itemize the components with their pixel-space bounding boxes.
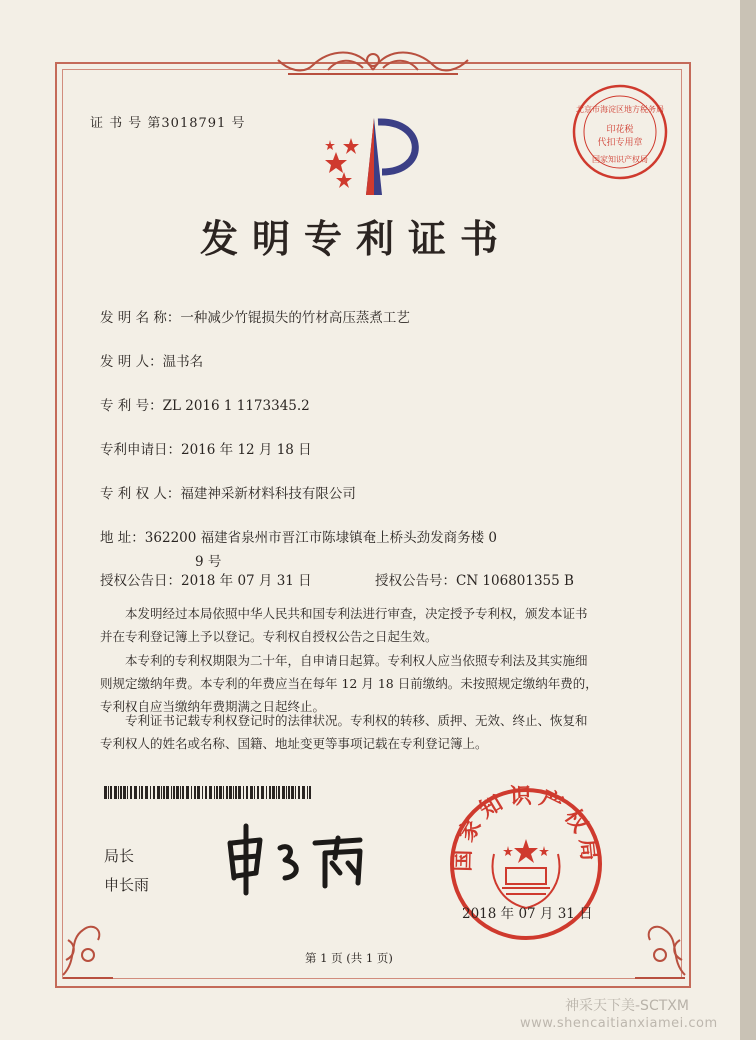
seal-ring-text: 国家知识产权局: [450, 784, 603, 872]
barcode-bar: [202, 786, 203, 799]
watermark-brand: 神采天下美-SCTXM: [565, 998, 689, 1014]
barcode-bar: [223, 786, 224, 799]
barcode-bar: [276, 786, 277, 799]
barcode-bar: [176, 786, 179, 799]
barcode-bar: [108, 786, 109, 799]
paragraph-term: 本专利的专利权期限为二十年，自申请日起算。专利权人应当依照专利法及其实施细 则规定缴纳年费。本专利的年费应当在每年 12 月 18 日前缴纳。未按照规定缴纳年费的， 专利权自应当缴纳年费期满之日起终止。: [100, 653, 598, 714]
barcode-bar: [250, 786, 253, 799]
barcode-bar: [118, 786, 119, 799]
barcode-bar: [272, 786, 275, 799]
barcode-bar: [104, 786, 107, 799]
barcode-bar: [291, 786, 294, 799]
barcode-bar: [235, 786, 237, 799]
barcode-bar: [266, 786, 267, 799]
certificate-number: 证 书 号 第3018791 号: [90, 116, 246, 131]
barcode-bar: [150, 786, 151, 799]
barcode-bar: [130, 786, 132, 799]
barcode-bar: [254, 786, 255, 799]
barcode-bar: [286, 786, 287, 799]
barcode-bar: [145, 786, 148, 799]
field-invention-name: 发 明 名 称：一种减少竹锟损失的竹材高压蒸煮工艺: [100, 310, 410, 326]
barcode-icon: [104, 786, 314, 799]
barcode-bar: [261, 786, 264, 799]
barcode-bar: [134, 786, 137, 799]
barcode-bar: [233, 786, 234, 799]
svg-text:国家知识产权局: [451, 784, 602, 872]
barcode-bar: [182, 786, 184, 799]
barcode-bar: [166, 786, 169, 799]
barcode-bar: [127, 786, 128, 799]
watermark-url: www.shencaitianxiamei.com: [520, 1016, 718, 1031]
field-grant-date: 授权公告日：2018 年 07 月 31 日: [100, 573, 312, 589]
barcode-bar: [257, 786, 259, 799]
barcode-bar: [226, 786, 228, 799]
barcode-bar: [114, 786, 117, 799]
field-patent-number: 专 利 号：ZL 2016 1 1173345.2: [100, 398, 310, 414]
barcode-bar: [180, 786, 181, 799]
field-application-date: 专利申请日：2016 年 12 月 18 日: [100, 442, 312, 458]
barcode-bar: [205, 786, 207, 799]
barcode-bar: [288, 786, 290, 799]
barcode-bar: [246, 786, 248, 799]
top-ornament-icon: [268, 40, 478, 80]
corner-ornament-icon: [58, 900, 118, 980]
barcode-bar: [269, 786, 271, 799]
stamp-bottom-text: 国家知识产权局: [592, 155, 648, 164]
barcode-bar: [307, 786, 308, 799]
barcode-bar: [157, 786, 160, 799]
barcode-bar: [153, 786, 155, 799]
barcode-bar: [219, 786, 222, 799]
certificate-title: 发明专利证书: [200, 217, 513, 261]
stamp-ring-text: 北京市海淀区地方税务局: [576, 105, 664, 114]
barcode-bar: [123, 786, 126, 799]
patent-office-logo-icon: [316, 110, 426, 200]
barcode-bar: [298, 786, 300, 799]
page-number: 第 1 页 (共 1 页): [305, 951, 393, 965]
seal-date: 2018 年 07 月 31 日: [462, 906, 593, 922]
barcode-bar: [238, 786, 241, 799]
address-continued: 9 号: [195, 554, 222, 570]
stamp-line-2: 代扣专用章: [597, 138, 643, 148]
corner-ornament-icon: [630, 900, 690, 980]
barcode-bar: [163, 786, 165, 799]
barcode-bar: [282, 786, 285, 799]
stamp-line-1: 印花税: [606, 125, 634, 135]
paragraph-grant: 本发明经过本局依照中华人民共和国专利法进行审查，决定授予专利权，颁发本证书 并在专利登记簿上予以登记。专利权自授权公告之日起生效。: [100, 606, 588, 644]
field-patentee: 专 利 权 人：福建神采新材料科技有限公司: [100, 486, 356, 502]
field-grant-number: 授权公告号：CN 106801355 B: [375, 573, 574, 589]
handwritten-signature: [220, 818, 390, 898]
barcode-bar: [216, 786, 218, 799]
barcode-bar: [278, 786, 280, 799]
barcode-bar: [191, 786, 192, 799]
barcode-bar: [295, 786, 296, 799]
barcode-bar: [214, 786, 215, 799]
barcode-bar: [209, 786, 212, 799]
barcode-bar: [309, 786, 311, 799]
field-address: 地 址：362200 福建省泉州市晋江市陈埭镇奄上桥头劲发商务楼 0: [100, 530, 498, 546]
barcode-bar: [171, 786, 172, 799]
barcode-bar: [186, 786, 189, 799]
barcode-bar: [197, 786, 200, 799]
signatory-title: 局长: [104, 847, 135, 865]
barcode-bar: [194, 786, 196, 799]
tax-stamp-icon: [570, 82, 670, 182]
paragraph-legal-status: 专利证书记载专利权登记时的法律状况。专利权的转移、质押、无效、终止、恢复和 专利权人的姓名或名称、国籍、地址变更等事项记载在专利登记簿上。: [100, 713, 588, 751]
barcode-bar: [161, 786, 162, 799]
signatory-name: 申长雨: [104, 876, 150, 894]
barcode-bar: [120, 786, 122, 799]
barcode-bar: [110, 786, 112, 799]
barcode-bar: [302, 786, 305, 799]
barcode-bar: [173, 786, 175, 799]
page-edge: [740, 0, 756, 1040]
barcode-bar: [243, 786, 244, 799]
field-inventor: 发 明 人：温书名: [100, 354, 204, 370]
barcode-bar: [141, 786, 143, 799]
barcode-bar: [139, 786, 140, 799]
barcode-bar: [229, 786, 232, 799]
